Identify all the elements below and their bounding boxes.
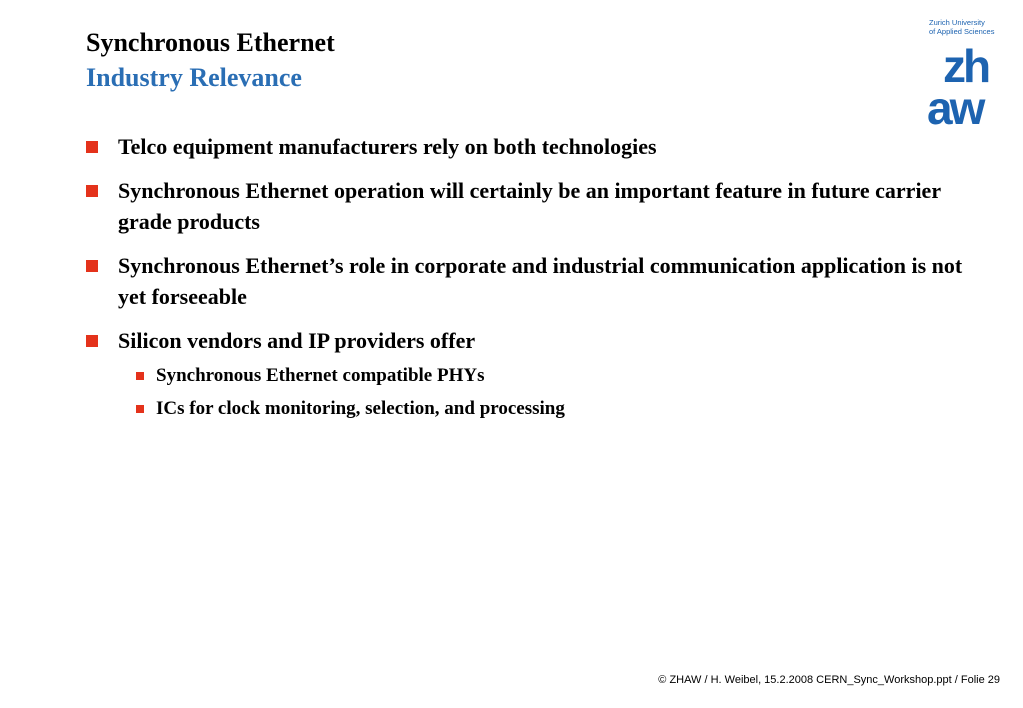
bullet-square-icon [86,260,98,272]
sub-bullet-text: ICs for clock monitoring, selection, and processing [156,398,565,419]
bullet-square-icon [86,335,98,347]
slide-title: Synchronous Ethernet [86,28,335,57]
bullet-text: Silicon vendors and IP providers offer [118,328,476,353]
bullet-square-icon [86,141,98,153]
zhaw-wordmark-icon [925,44,1009,130]
sub-bullet-square-icon [136,372,144,380]
bullet-item [86,325,966,422]
sub-bullet-item [118,362,966,389]
bullet-list [86,131,966,435]
logo-caption-line-2: of Applied Sciences [929,27,995,36]
logo-wordmark-line-1: zh [943,44,989,92]
bullet-item [86,131,966,162]
sub-bullet-list [118,362,966,422]
sub-bullet-text: Synchronous Ethernet compatible PHYs [156,365,485,386]
bullet-item [86,175,966,237]
slide-footer: © ZHAW / H. Weibel, 15.2.2008 CERN_Sync_Workshop.ppt / Folie 29 [658,674,1000,686]
sub-bullet-square-icon [136,405,144,413]
bullet-square-icon [86,185,98,197]
logo-wordmark-line-2: aw [927,82,983,130]
bullet-text: Synchronous Ethernet’s role in corporate and industrial communication application is not yet forseeable [118,253,963,309]
logo-caption [929,18,994,36]
sub-bullet-item [118,395,966,422]
logo-caption-line-1: Zurich University [929,18,985,27]
bullet-text: Synchronous Ethernet operation will certainly be an important feature in future carrier grade products [118,178,941,234]
slide-subtitle: Industry Relevance [86,63,302,92]
bullet-item [86,250,966,312]
zhaw-logo [925,18,1009,130]
bullet-text: Telco equipment manufacturers rely on both technologies [118,134,657,159]
